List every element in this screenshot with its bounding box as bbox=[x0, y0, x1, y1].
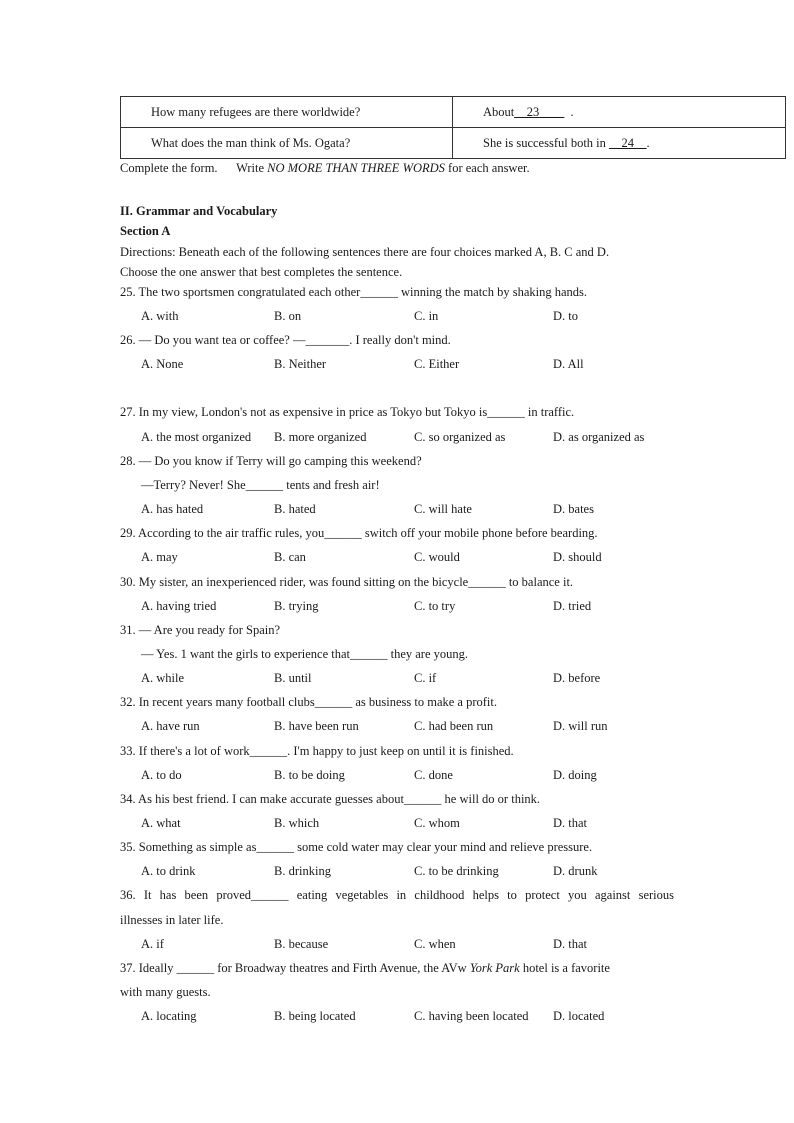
form-question: How many refugees are there worldwide? bbox=[121, 97, 453, 128]
option-d[interactable]: D. bates bbox=[553, 502, 594, 516]
question-33: 33. If there's a lot of work______. I'm happy to just keep on until it is finished. bbox=[120, 744, 514, 758]
option-d[interactable]: D. tried bbox=[553, 599, 592, 613]
question-34: 34. As his best friend. I can make accurate guesses about______ he will do or think. bbox=[120, 792, 541, 806]
blank-24: __24__ bbox=[609, 135, 647, 150]
question-26: 26. — Do you want tea or coffee? —_______. I really don't mind. bbox=[120, 333, 451, 347]
option-b[interactable]: B. Neither bbox=[274, 357, 327, 371]
question-37-cont: with many guests. bbox=[120, 985, 211, 999]
option-a[interactable]: A. having tried bbox=[141, 599, 217, 613]
option-b[interactable]: B. drinking bbox=[274, 864, 331, 878]
option-d[interactable]: D. All bbox=[553, 357, 584, 371]
option-c[interactable]: C. done bbox=[414, 768, 453, 782]
option-d[interactable]: D. will run bbox=[553, 719, 608, 733]
option-d[interactable]: D. before bbox=[553, 671, 601, 685]
option-d[interactable]: D. located bbox=[553, 1009, 605, 1023]
option-a[interactable]: A. while bbox=[141, 671, 185, 685]
question-29: 29. According to the air traffic rules, you______ switch off your mobile phone before bearding. bbox=[120, 526, 598, 540]
option-d[interactable]: D. as organized as bbox=[553, 430, 645, 444]
option-c[interactable]: C. to try bbox=[414, 599, 456, 613]
option-b[interactable]: B. being located bbox=[274, 1009, 356, 1023]
option-d[interactable]: D. that bbox=[553, 816, 588, 830]
question-25: 25. The two sportsmen congratulated each other______ winning the match by shaking hands. bbox=[120, 285, 588, 299]
option-a[interactable]: A. what bbox=[141, 816, 181, 830]
option-a[interactable]: A. None bbox=[141, 357, 184, 371]
question-30: 30. My sister, an inexperienced rider, was found sitting on the bicycle______ to balance it. bbox=[120, 575, 574, 589]
section-title: II. Grammar and Vocabulary bbox=[120, 204, 278, 218]
option-a[interactable]: A. may bbox=[141, 550, 178, 564]
option-a[interactable]: A. to drink bbox=[141, 864, 196, 878]
option-c[interactable]: C. having been located bbox=[414, 1009, 529, 1023]
option-c[interactable]: C. would bbox=[414, 550, 460, 564]
option-c[interactable]: C. to be drinking bbox=[414, 864, 499, 878]
option-a[interactable]: A. if bbox=[141, 937, 164, 951]
option-b[interactable]: B. have been run bbox=[274, 719, 359, 733]
option-d[interactable]: D. drunk bbox=[553, 864, 598, 878]
question-31-reply: — Yes. 1 want the girls to experience that______ they are young. bbox=[141, 647, 469, 661]
option-c[interactable]: C. in bbox=[414, 309, 439, 323]
question-36-cont: illnesses in later life. bbox=[120, 913, 224, 927]
blank-23: __23____ bbox=[514, 104, 565, 119]
table-row bbox=[121, 97, 786, 128]
option-a[interactable]: A. locating bbox=[141, 1009, 197, 1023]
option-b[interactable]: B. until bbox=[274, 671, 312, 685]
option-c[interactable]: C. Either bbox=[414, 357, 460, 371]
option-b[interactable]: B. because bbox=[274, 937, 329, 951]
option-c[interactable]: C. had been run bbox=[414, 719, 494, 733]
form-answer: She is successful both in __24__. bbox=[453, 128, 786, 159]
option-b[interactable]: B. can bbox=[274, 550, 306, 564]
question-36: 36. It has been proved______ eating vegetables in childhood helps to protect you against serious bbox=[120, 888, 674, 902]
option-d[interactable]: D. that bbox=[553, 937, 588, 951]
option-a[interactable]: A. with bbox=[141, 309, 179, 323]
option-c[interactable]: C. when bbox=[414, 937, 456, 951]
option-b[interactable]: B. more organized bbox=[274, 430, 367, 444]
directions-line: Directions: Beneath each of the following sentences there are four choices marked A, B. C and D. bbox=[120, 245, 610, 259]
question-35: 35. Something as simple as______ some cold water may clear your mind and relieve pressure. bbox=[120, 840, 593, 854]
option-b[interactable]: B. trying bbox=[274, 599, 319, 613]
question-31: 31. — Are you ready for Spain? bbox=[120, 623, 281, 637]
section-a-heading: Section A bbox=[120, 224, 171, 238]
answer-form-table bbox=[120, 96, 786, 159]
question-32: 32. In recent years many football clubs______ as business to make a profit. bbox=[120, 695, 497, 709]
question-28: 28. — Do you know if Terry will go camping this weekend? bbox=[120, 454, 422, 468]
question-27: 27. In my view, London's not as expensive in price as Tokyo but Tokyo is______ in traffic. bbox=[120, 405, 575, 419]
option-c[interactable]: C. so organized as bbox=[414, 430, 506, 444]
question-28-reply: —Terry? Never! She______ tents and fresh air! bbox=[141, 478, 380, 492]
option-c[interactable]: C. whom bbox=[414, 816, 460, 830]
option-c[interactable]: C. will hate bbox=[414, 502, 472, 516]
option-a[interactable]: A. the most organized bbox=[141, 430, 252, 444]
option-d[interactable]: D. should bbox=[553, 550, 602, 564]
option-a[interactable]: A. to do bbox=[141, 768, 182, 782]
option-b[interactable]: B. hated bbox=[274, 502, 316, 516]
option-d[interactable]: D. to bbox=[553, 309, 578, 323]
option-b[interactable]: B. to be doing bbox=[274, 768, 345, 782]
option-c[interactable]: C. if bbox=[414, 671, 437, 685]
form-answer: About__23____ . bbox=[453, 97, 786, 128]
option-a[interactable]: A. has hated bbox=[141, 502, 204, 516]
question-37: 37. Ideally ______ for Broadway theatres and Firth Avenue, the AVw York Park hotel is a favorite bbox=[120, 961, 610, 975]
option-b[interactable]: B. on bbox=[274, 309, 302, 323]
table-row bbox=[121, 128, 786, 159]
option-d[interactable]: D. doing bbox=[553, 768, 597, 782]
directions-line: Choose the one answer that best completes the sentence. bbox=[120, 265, 403, 279]
option-b[interactable]: B. which bbox=[274, 816, 320, 830]
option-a[interactable]: A. have run bbox=[141, 719, 200, 733]
form-question: What does the man think of Ms. Ogata? bbox=[121, 128, 453, 159]
form-instruction: Complete the form. Write NO MORE THAN THREE WORDS for each answer. bbox=[120, 161, 530, 175]
